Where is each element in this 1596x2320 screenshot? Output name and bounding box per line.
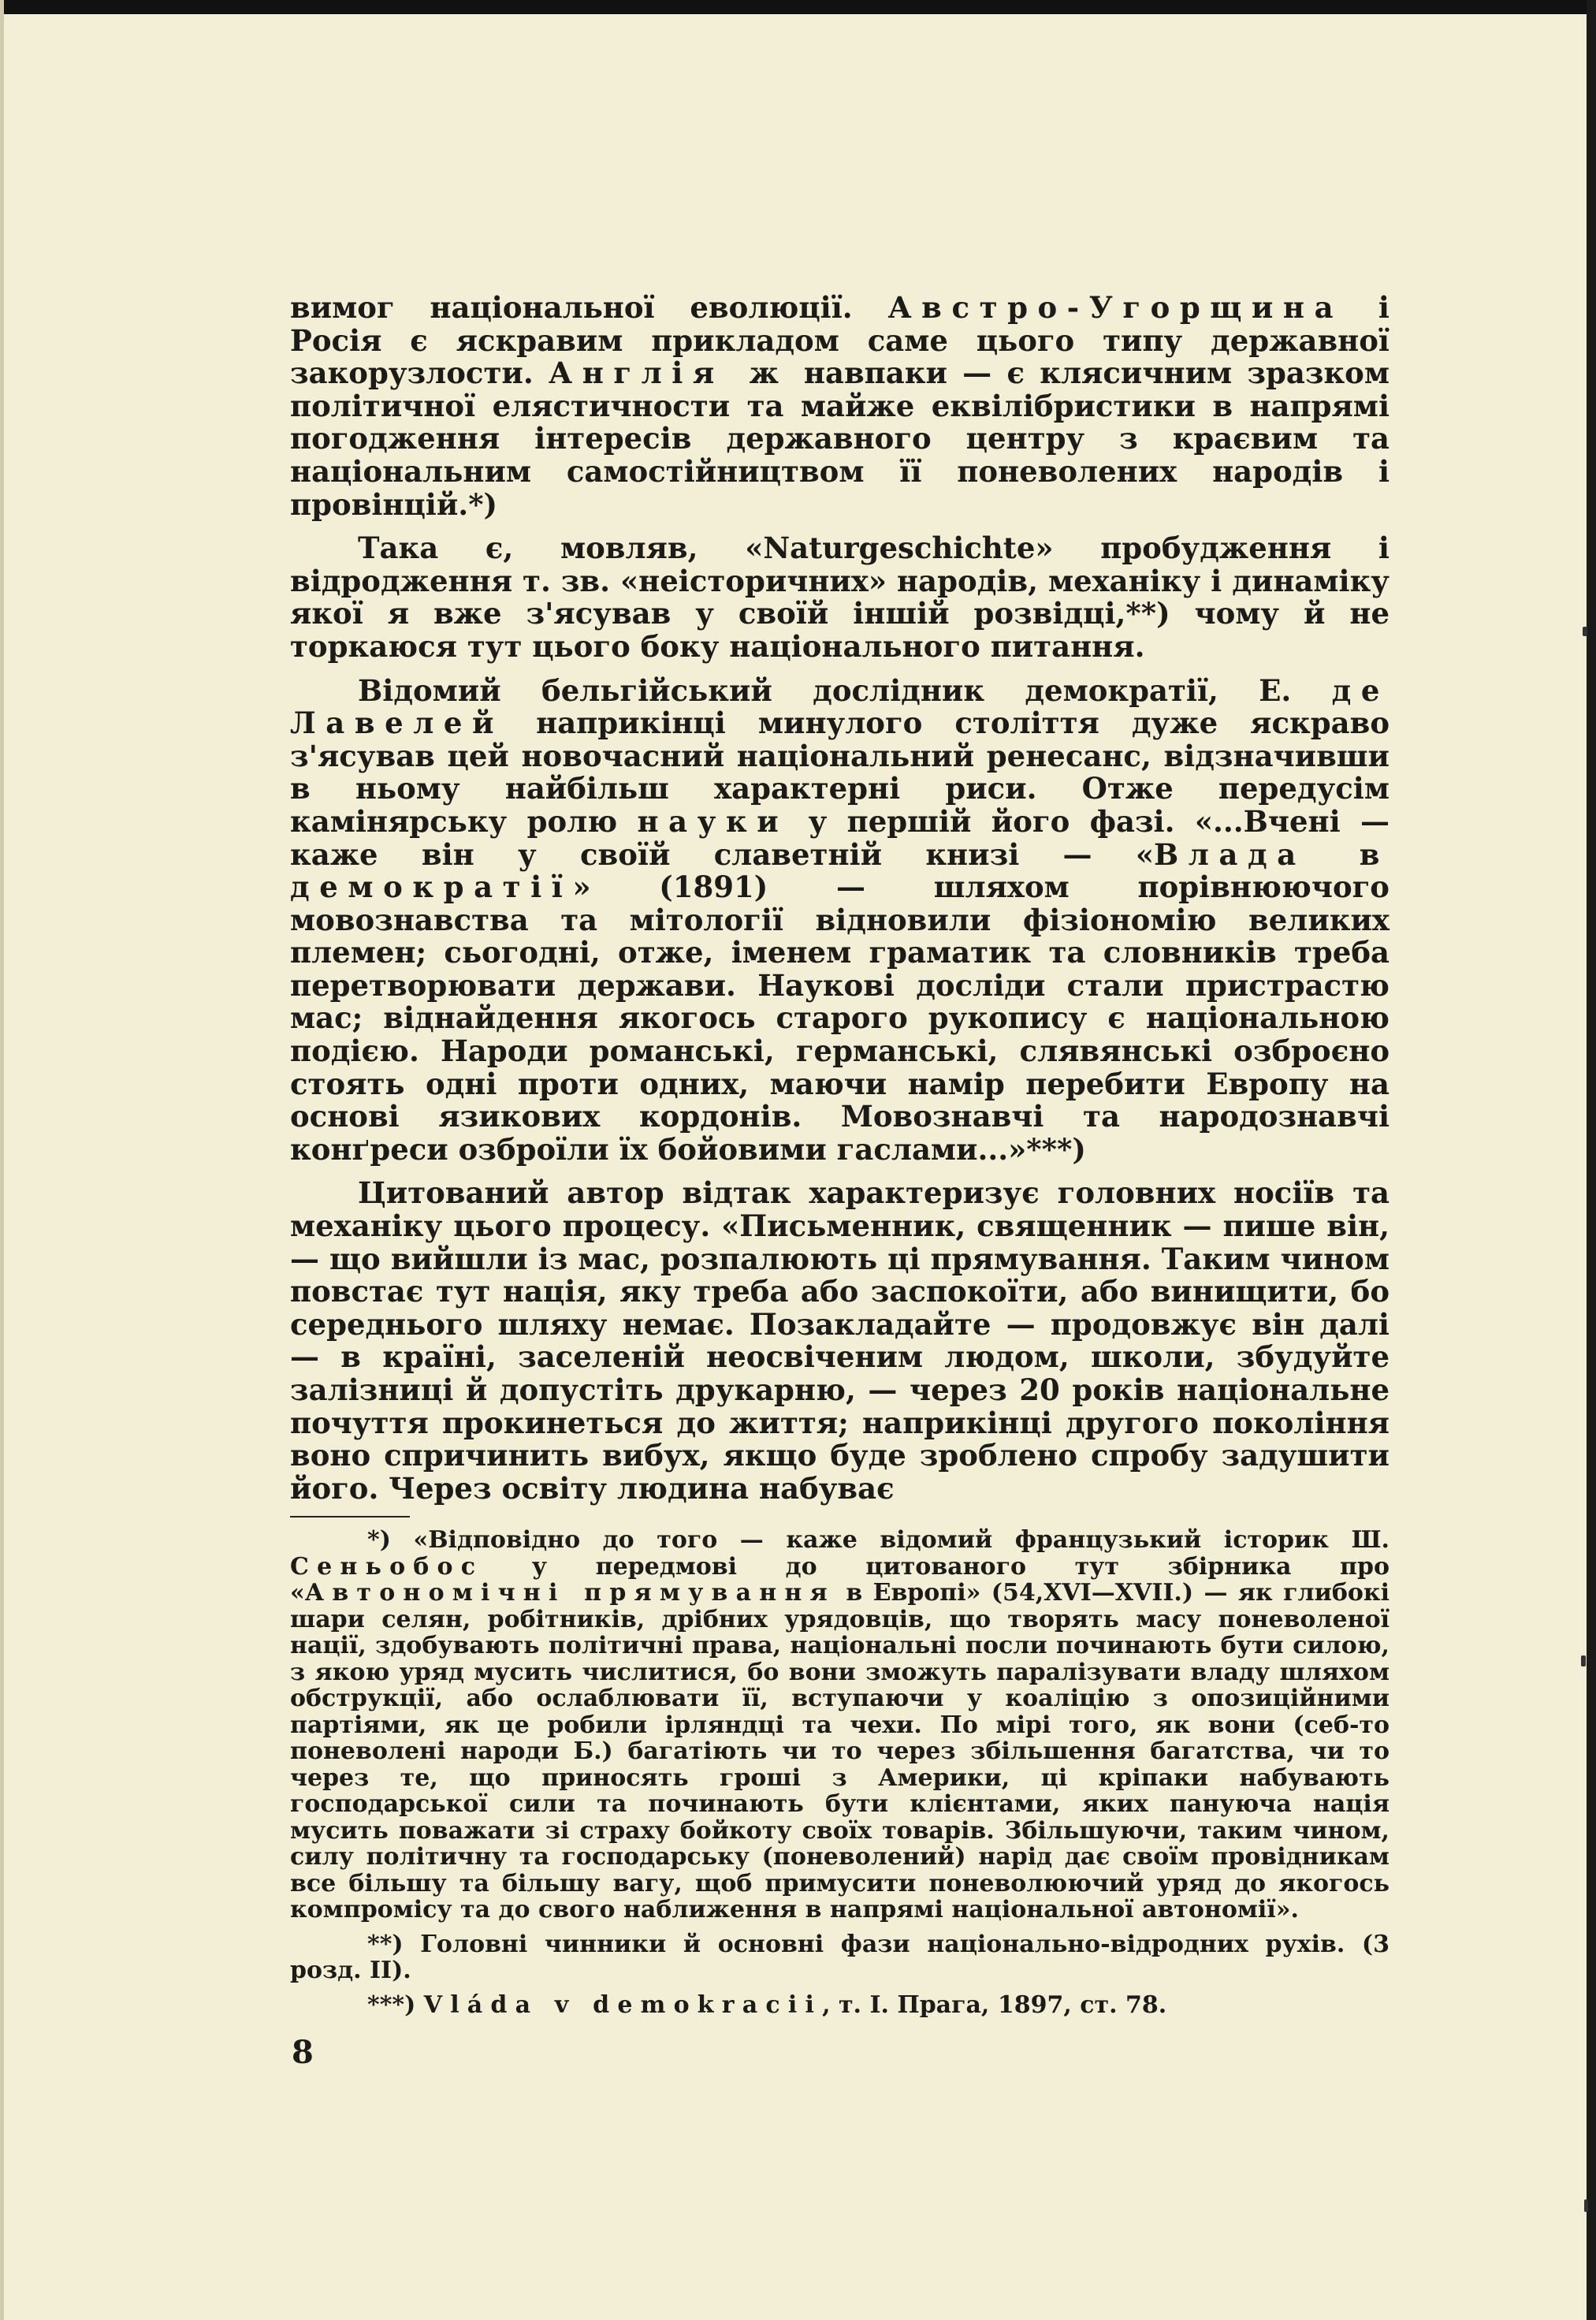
spaced-emphasis-text: науки — [637, 803, 789, 839]
scan-speck — [1584, 2199, 1588, 2212]
spaced-emphasis-text: Англія ж — [548, 356, 789, 391]
text-run: **) Головні чинники й основні фази національно-відродних рухів. (3 розд. II). — [290, 1930, 1390, 1985]
text-run: ***) — [367, 1990, 424, 2019]
spaced-emphasis-text: Сеньобос — [290, 1552, 484, 1581]
footnote — [290, 1992, 1390, 2019]
paragraph — [290, 532, 1390, 663]
spaced-emphasis-text: де Лавелей — [290, 672, 1390, 741]
footnote — [290, 1931, 1390, 1984]
text-run: » (1891) — шляхом порівнюючого мовознавства та мітології відновили фізіономію великих племен; сьогодні, отже, іменем граматик та словників треба перетворювати держави. Наукові досліди стали пристрастю мас; віднайдення якогось старого рукопису є національною подією. Народи романські, германські, слявянські озброєно стоять одні проти одних, маючи намір перебити Европу на основі язикових кордонів. Мовознавчі та народознавчі конґреси озброїли їх бойовими гаслами...»***) — [290, 870, 1390, 1167]
spaced-emphasis-text: Vláda v demokracii — [423, 1990, 823, 2019]
scan-speck — [1581, 1655, 1586, 1666]
text-run: у передмові до цитованого тут збірника про « — [290, 1552, 1390, 1607]
paragraph — [290, 292, 1390, 521]
page-number: 8 — [292, 2034, 314, 2071]
text-run: наприкінці минулого століття дуже яскраво з'ясував цей новочасний національний ренесанс, відзначивши в ньому найбільш характерні риси. Отже передусім камінярську ролю — [290, 706, 1390, 839]
text-run: навпаки — є клясичним зразком політичної елястичности та майже еквілібристики в напрямі погодження інтересів державного центру з краєвим та національним самостійництвом її поневолених народів і провінцій.*) — [290, 356, 1390, 522]
text-run: , т. I. Прага, 1897, ст. 78. — [822, 1990, 1167, 2019]
text-run: Відомий бельгійський дослідник демократії, Е. — [358, 672, 1332, 708]
paragraph — [290, 672, 1390, 1167]
spaced-emphasis-text: Австро-Угорщина — [887, 290, 1344, 325]
scan-border-top — [0, 0, 1596, 14]
scan-border-right — [1587, 0, 1596, 2320]
footnote-separator — [290, 1516, 410, 1517]
text-run: в Европі» (54,XVI—XVII.) — як глибокі шари селян, робітників, дрібних урядовців, що творять масу поневоленої нації, здобувають політичні права, національні посли починають бути силою, з якою уряд мусить числитися, бо вони зможуть паралізувати владу шляхом обструкції, або ослаблювати її, вступаючи у коаліцію з опозиційними партіями, як це робили ірляндці та чехи. По мірі того, як вони (себ-то поневолені народи Б.) багатіють чи то через збільшення багатства, чи то через те, що приносять гроші з Америки, ці кріпаки набувають господарської сили та починають бути клієнтами, яких пануюча нація мусить поважати зі страху бойкоту своїх товарів. Збільшуючи, таким чином, силу політичну та господарську (поневолений) нарід дає своїм провідникам все більшу та більшу вагу, щоб примусити поневолюючий уряд до якогось компромісу та до свого наближення в напрямі національної автономії». — [290, 1579, 1390, 1924]
spaced-emphasis-text: Влада в демократії — [290, 836, 1390, 905]
footnote — [290, 1527, 1390, 1923]
text-run: вимог національної еволюції. — [290, 290, 888, 325]
text-run: *) «Відповідно до того — каже відомий французький історик Ш. — [367, 1526, 1390, 1555]
text-run: у першій його фазі. «...Вчені — каже він у своїй славетній книзі — « — [290, 803, 1390, 872]
spaced-emphasis-text: Автономічні прямування — [304, 1579, 835, 1607]
text-run: і Росія є яскравим прикладом саме цього типу державної закорузлости. — [290, 290, 1390, 391]
scan-speck — [1583, 627, 1587, 636]
text-run: Така є, мовляв, «Naturgeschichte» пробудження і відродження т. зв. «неісторичних» народів, механіку і динаміку якої я вже з'ясував у своїй іншій розвідці,**) чому й не торкаюся тут цього боку національного питання. — [290, 531, 1390, 664]
text-run: Цитований автор відтак характеризує головних носіїв та механіку цього процесу. «Письменник, священник — пише він, — що вийшли із мас, розпалюють ці прямування. Таким чином повстає тут нація, яку треба або заспокоїти, або винищити, бо середнього шляху немає. Позакладайте — продовжує він далі — в країні, заселеній неосвіченим людом, школи, збудуйте залізниці й допустіть друкарню, — через 20 років національне почуття прокинеться до життя; наприкінці другого покоління воно спричинить вибух, якщо буде зроблено спробу задушити його. Через освіту людина набуває — [290, 1175, 1390, 1506]
page-body — [290, 292, 1390, 2026]
scan-border-left — [0, 0, 4, 2320]
paragraph — [290, 1177, 1390, 1505]
